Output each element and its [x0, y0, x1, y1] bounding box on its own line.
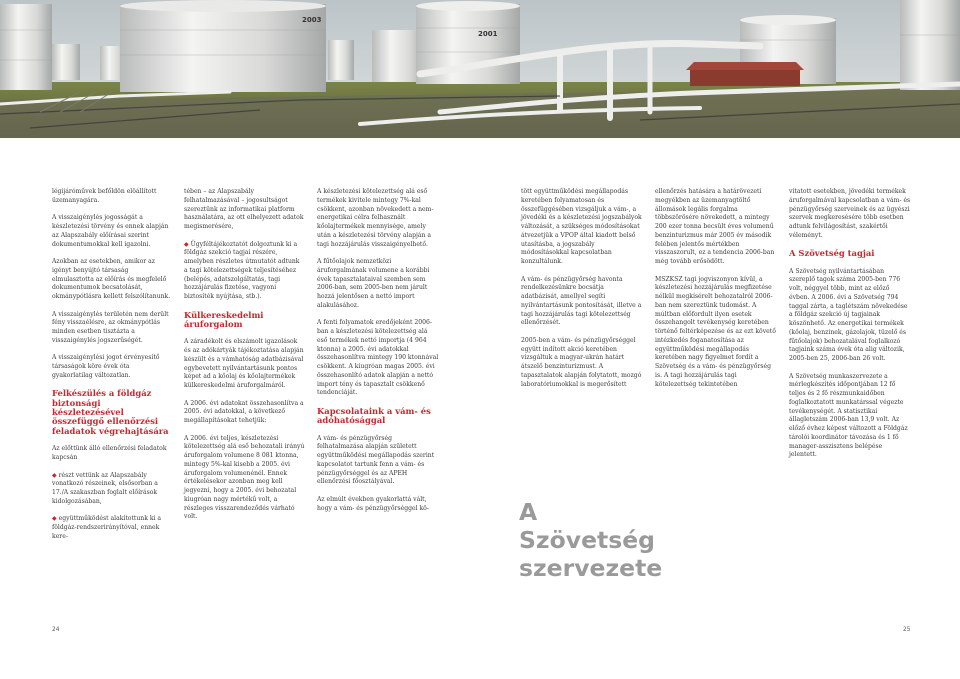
page-number-right: 25	[903, 627, 911, 633]
text-column-1	[52, 188, 172, 542]
text-column-3	[317, 188, 439, 513]
paragraph	[184, 400, 305, 426]
paragraph	[52, 258, 172, 302]
text: Felkészülés a földgáz biztonsági készletezésével összefüggő ellenőrzési feladatok végrehajtására	[52, 388, 169, 436]
text: vitatott esetekben, jövedéki termékek áruforgalmával kapcsolatban a vám- és pénzügyőrség szerveinek és az ügyészi szervek megkeresésére több esetben adtunk felvilágosítást, szakértői véleményt.	[789, 188, 911, 239]
text: A 2006. évi teljes, készletezési kötelezettség alá eső behozatali irányú áruforgalom volumene 8 081 ktonna, mintegy 5%-kal kisebb a 2005. évi áruforgalom volumenénél. Ennek értékelésekor azonban meg kell jegyezni, hogy a 2005. évi behozatal kiugróan nagy mértékű volt, a részleges visszarendeződés várható volt.	[184, 434, 305, 521]
bullet-diamond-icon: ◆	[52, 471, 57, 479]
text: Az elmúlt években gyakorlattá vált, hogy a vám- és pénzügyőrséggel kö-	[317, 495, 429, 512]
text: A fenti folyamatok eredőjeként 2006-ban a készletezési kötelezettség alá eső termékek nettó importja (4 964 ktonna) a 2005. évi adatokkal összehasonlítva mintegy 190 ktonnával csökkent. A kiugróan magas 2005. évi összehasonlító adatok alapján a nettó import tény és tapasztalt csökkenő tendenciáját.	[317, 319, 439, 397]
paragraph	[184, 188, 305, 232]
text: A Szövetség tagjai	[789, 248, 875, 259]
text-column-6	[789, 188, 911, 460]
text: együttműködést alakítottunk ki a földgáz-rendszerirányítóval, ennek kere-	[52, 515, 162, 540]
text: A visszaigénylés jogosságát a készletezési törvény és ennek alapján az Alapszabály előírásai szerint dokumentumokkal kell igazolni.	[52, 214, 169, 248]
text: A Szövetség munkaszervezete a mérlegkészítés időpontjában 12 fő teljes és 2 fő részmunkaidőben foglalkoztatott munkatárssal végezte tevékenységét. A statisztikai állagletszám 2006-ban 13,9 volt. Az előző évhez képest változott a Földgáz tárolói koordinátor távozása és 1 fő manager-asszisztens belépése jelentett.	[789, 372, 908, 459]
bullet-diamond-icon: ◆	[184, 240, 189, 248]
paragraph	[52, 354, 172, 380]
paragraph	[317, 258, 439, 311]
text: Külkereskedelmi áruforgalom	[184, 309, 264, 329]
paragraph	[184, 435, 305, 523]
paragraph	[317, 496, 439, 514]
text: A készletezési kötelezettség alá eső termékek kivitele mintegy 7%-kal csökkent, azonban növekedett a nem-energetikai célra felhasznált kőolajtermékek mennyisége, amely után a készletezési törvény alapján a tagi hozzájárulás visszaigényelhető.	[317, 188, 434, 248]
text: Kapcsolataink a vám- és adóhatósággal	[317, 405, 431, 426]
text: tött együttműködési megállapodás keretében folyamatosan és összefüggésében vizsgáljuk a vám-, a jövedéki és a készletezési jogszabályok változását, a szükséges módosításokat átvezetjük a VPOP által kiadott belső utasításba, a jogszabály módosításokkal kapcsolatban konzultálunk.	[521, 188, 642, 265]
text: A záradékolt és elszámolt igazolások és az adókártyák tájékoztatása alapján készült és a vámhatóság adatbázisával egybevetett nyilvántartásunk pontos képet ad a kőolaj és kőolajtermékek külkereskedelmi áruforgalmáról.	[184, 338, 304, 390]
text: A Szövetség nyilvántartásában szereplő tagok száma 2005-ben 776 volt, néggyel több, mint az előző évben. A 2006. évi a Szövetség 794 taggal zárta, a taglétszám növekedése a földgáz szekció új tagjainak köszönhető. Az energetikai termékek (kőolaj, benzinek, gázolajok, tüzelő és fűtőolajok) behozatalával foglalkozó tagjaink száma évek óta alig változik, 2005-ben 25, 2006-ban 26 volt.	[789, 267, 908, 363]
paragraph	[655, 188, 777, 267]
text: Ügyféltájékoztatót dolgoztunk ki a földgáz szekció tagjai részére, amelyben részletes útmutatót adtunk a tagi kötelezettségek teljesítéséhez (belépés, adatszolgáltatás, tagi hozzájárulás fizetése, vagyoni biztosíték nyújtása, stb.).	[184, 240, 300, 300]
tank-label-2: 2001	[478, 30, 498, 38]
paragraph	[52, 311, 172, 346]
paragraph	[52, 188, 172, 206]
paragraph	[789, 188, 911, 241]
text-column-2	[184, 188, 305, 522]
section-subheading	[52, 389, 172, 436]
text: részt vettünk az Alapszabály vonatkozó részeinek, elsősorban a 17./A szakaszban foglalt előírások kidolgozásában,	[52, 471, 158, 505]
paragraph	[52, 214, 172, 249]
text: MSZKSZ tagi jogviszonyon kívül, a készletezési hozzájárulás megfizetése nélkül megkísérelt behozatalról 2006-ban nem szereztünk tudomást. A múltban előfordult ilyen esetek összehangolt tevékenység keretében történő feltérképezése és az ezt követő intézkedés foganatosítása az együttműködési megállapodás keretében nagy figyelmet fordít a Szövetség és a vám- és pénzügyőrség is. A tagi hozzájárulás tagi kötelezettség tekintetében	[655, 275, 776, 388]
section-subheading	[789, 249, 911, 258]
paragraph	[789, 268, 911, 364]
paragraph	[521, 188, 643, 267]
text: A fűtőolajok nemzetközi áruforgalmának volumene a korábbi évek tapasztalataival szemben sem 2006-ban, sem 2005-ben nem járult hozzá jelentősen a nettó import alakulásához.	[317, 258, 430, 309]
paragraph	[521, 276, 643, 329]
text: A vám- és pénzügyőrség havonta rendelkezésünkre bocsátja adatbázisát, amellyel segíti nyilvántartásunk pontosítását, illetve a tagi hozzájárulás tagi kötelezettség ellenőrzését.	[521, 275, 642, 327]
text: légijáróművek befőldön elöállított üzemanyagára.	[52, 188, 157, 204]
text: A visszaigénylési jogot érvényesítő társaságok köre évek óta gyakorlatilag változatlan.	[52, 354, 160, 379]
tank-farm-photo	[0, 0, 960, 138]
paragraph	[184, 338, 305, 391]
text: A 2006. évi adatokat összehasonlítva a 2005. évi adatokkal, a következő megállapításokat tehetjük:	[184, 399, 304, 425]
text-column-4	[521, 188, 643, 389]
text-column-5	[655, 188, 777, 389]
paragraph	[317, 188, 439, 249]
section-heading: A Szövetség szervezete	[519, 498, 663, 582]
paragraph	[521, 337, 643, 390]
paragraph	[317, 319, 439, 398]
text: tében – az Alapszabály felhatalmazásával – jogosultságot szereztünk az informatikai platform használatára, az ott elhelyezett adatok megismerésére,	[184, 188, 304, 230]
bullet-diamond-icon: ◆	[52, 515, 57, 523]
text: A visszaigénylés területén nem derült fény visszaélésre, az okmánypótlás minden esetben tisztázta a visszaigénylés jogszerűségét.	[52, 310, 169, 344]
paragraph	[52, 445, 172, 463]
text: Azokban az esetekben, amikor az igényt benyújtó társaság elmulasztotta az előírás és megfelelő dokumentumok becsatolását, okmánypótlásra kellett felszólítanunk.	[52, 258, 171, 300]
paragraph	[655, 276, 777, 390]
text: Az előttünk álló ellenőrzési feladatok kapcsán	[52, 445, 167, 462]
bullet-paragraph	[52, 515, 172, 541]
section-subheading	[184, 311, 305, 330]
section-subheading	[317, 407, 439, 426]
bullet-paragraph	[52, 472, 172, 507]
page-number-left: 24	[52, 627, 60, 633]
text: 2005-ben a vám- és pénzügyőrséggel együtt indított akció keretében vizsgáltuk a magyar-ukrán határt átszelő benzinturizmust. A tapasztalatok alapján folytatott, mozgó laboratóriumokkal is megerősített	[521, 336, 642, 388]
text: ellenőrzés hatására a határövezeti megyékben az üzemanyagtöltő állomások legális forgalma többszörösére növekedett, a mintegy 200 ezer tonna becsült éves volumenű benzinturizmus már 2005 év második felében jelentős mértékben visszaszorult, ez a tendencia 2006-ban még tovább erősödött.	[655, 188, 775, 265]
paragraph	[317, 435, 439, 488]
paragraph	[789, 373, 911, 461]
bullet-paragraph	[184, 241, 305, 302]
text: A vám- és pénzügyőrség felhatalmazása alapján született együttműködési megállapodás szerint kapcsolatot tartunk fenn a vám- és pénzügyőrséggel és az APEH ellenőrzési főosztályával.	[317, 434, 435, 486]
tank-label-1: 2003	[302, 16, 322, 24]
